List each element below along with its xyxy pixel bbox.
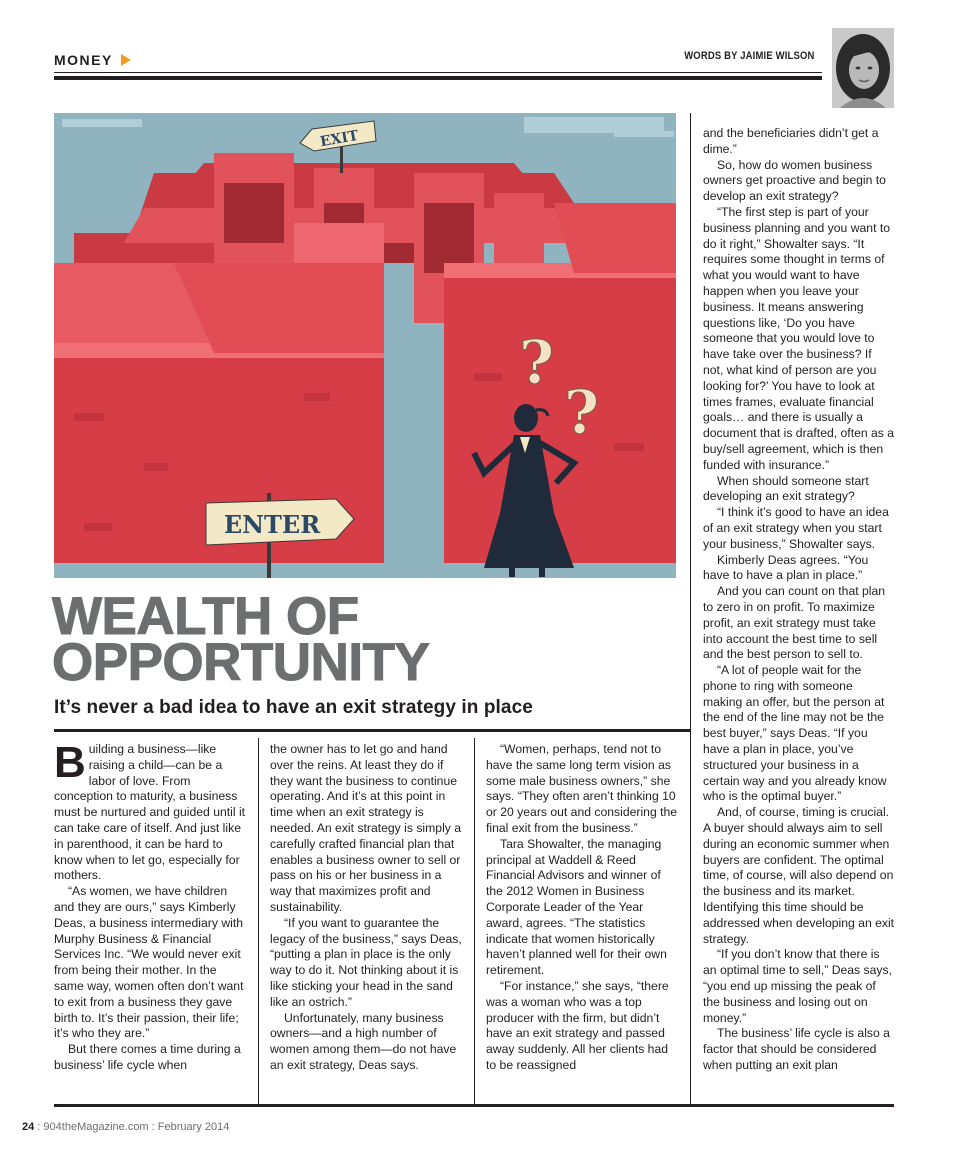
article-column-1	[54, 738, 246, 1074]
paragraph-text: uilding a business—like raising a child—can be a labor of love. From conception to maturity, a business must be nurtured and guided until it can take care of itself. And just like in parenthood, it can be hard to know when to let go, especially for mothers.	[54, 742, 246, 883]
question-mark-1: ?	[519, 328, 555, 398]
page-folio	[22, 1121, 229, 1133]
section-label-text: MONEY	[54, 52, 113, 68]
paragraph: Unfortunately, many business owners—and a high number of women among them—do not have an exit strategy, Deas says.	[270, 1010, 457, 1072]
headline-line-2: OPPORTUNITY	[52, 633, 430, 692]
subheadline: It’s never a bad idea to have an exit strategy in place	[54, 697, 533, 718]
paragraph: “A lot of people wait for the phone to ring with someone making an offer, but the person at the end of the line may not be the best buyer,” says Deas. “If you have a plan in place, you’ve structured your business in a certain way and you already know who is the optimal buyer.”	[703, 663, 887, 804]
paragraph: So, how do women business owners get proactive and begin to develop an exit strategy?	[703, 157, 886, 204]
paragraph: And you can count on that plan to zero in on profit. To maximize profit, an exit strategy must take into account the best time to sell and the best person to sell to.	[703, 584, 886, 662]
paragraph	[54, 738, 246, 884]
paragraph: Kimberly Deas agrees. “You have to have a plan in place.”	[703, 552, 869, 583]
paragraph: and the beneficiaries didn’t get a dime.”	[703, 126, 879, 156]
paragraph: When should someone start developing an exit strategy?	[703, 473, 869, 504]
paragraph: And, of course, timing is crucial. A buyer should always aim to sell during an economic summer when buyers are confident. The optimal time, of course, will also depend on the business and its market. Identifying this time should be addressed when developing an exit strategy.	[703, 805, 895, 946]
footer-rule	[54, 1104, 894, 1107]
headline	[52, 587, 430, 692]
column-divider	[258, 738, 259, 1104]
paragraph: “I think it’s good to have an idea of an exit strategy when you start your business,” Showalter says.	[703, 505, 889, 551]
paragraph: “If you want to guarantee the legacy of the business,” says Deas, “putting a plan in place is the only way to do it. Not thinking about it is like sticking your head in the sand like an ostrich.”	[270, 915, 462, 1009]
maze-illustration	[54, 113, 676, 578]
publication-info: : 904theMagazine.com : February 2014	[34, 1121, 230, 1133]
article-column-4	[703, 126, 895, 1074]
column-divider	[474, 738, 475, 1104]
page-number: 24	[22, 1121, 35, 1133]
column-divider	[690, 113, 691, 1104]
byline: WORDS BY JAIMIE WILSON	[683, 50, 814, 62]
paragraph: the owner has to let go and hand over the reins. At least they do if they want the business to continue operating. And it’s at this point in time when an exit strategy is needed. An exit strategy is simply a carefully crafted financial plan that enables a business owner to sell or pass on his or her business in a way that maximizes profit and sustainability.	[270, 742, 462, 914]
question-mark-2: ?	[564, 378, 600, 448]
subhead-rule	[54, 729, 690, 732]
enter-sign-text: ENTER	[223, 510, 321, 539]
paragraph: “Women, perhaps, tend not to have the same long term vision as some male business owners,” she says. “They often aren’t thinking 10 or 20 years out and considering the final exit from the business.”	[486, 742, 678, 835]
paragraph: “If you don’t know that there is an optimal time to sell,” Deas says, “you end up missing the peak of the business and losing out on money.”	[703, 947, 892, 1025]
article-column-3	[486, 742, 678, 1074]
headline-line-1: WEALTH OF	[52, 587, 359, 646]
header-thin-rule	[54, 72, 822, 73]
paragraph: “The first step is part of your business planning and you want to do it right,” Showalter says. “It requires some thought in terms of what you would want to have happen when you leave your business. It means answering questions like, ‘Do you have someone that you would love to have take over the business? If not, what kind of person are you looking for?’ You have to look at times frames, evaluate financial goals… and there is usually a document that is drafted, often as a buy/sell agreement, which is then funded with insurance.”	[703, 204, 895, 472]
section-label	[54, 52, 131, 68]
header-thick-rule	[54, 76, 822, 80]
paragraph: Tara Showalter, the managing principal at Waddell & Reed Financial Advisors and winner of the 2012 Women in Business Corporate Leader of the Year award, agrees. “The statistics indicate that women historically haven’t planned well for their own retirement.	[486, 836, 667, 978]
paragraph: “For instance,” she says, “there was a woman who was a top producer with the firm, but didn’t have an exit strategy and passed away suddenly. All her clients had to be reassigned	[486, 978, 669, 1072]
paragraph: But there comes a time during a business’ life cycle when	[54, 1042, 241, 1072]
article-column-2	[270, 742, 462, 1074]
paragraph: “As women, we have children and they are ours,” says Kimberly Deas, a business intermediary with Murphy Business & Financial Services Inc. “We would never exit from being their mother. In the same way, women often don’t want to exit from a business they gave birth to. It’s their passion, their life; it’s who they are.”	[54, 884, 244, 1041]
triangle-arrow-icon	[121, 54, 131, 66]
drop-cap: B	[54, 738, 86, 787]
exit-sign-text: EXIT	[318, 127, 360, 151]
paragraph: The business’ life cycle is also a factor that should be considered when putting an exit plan	[703, 1026, 890, 1073]
author-photo	[832, 28, 894, 108]
